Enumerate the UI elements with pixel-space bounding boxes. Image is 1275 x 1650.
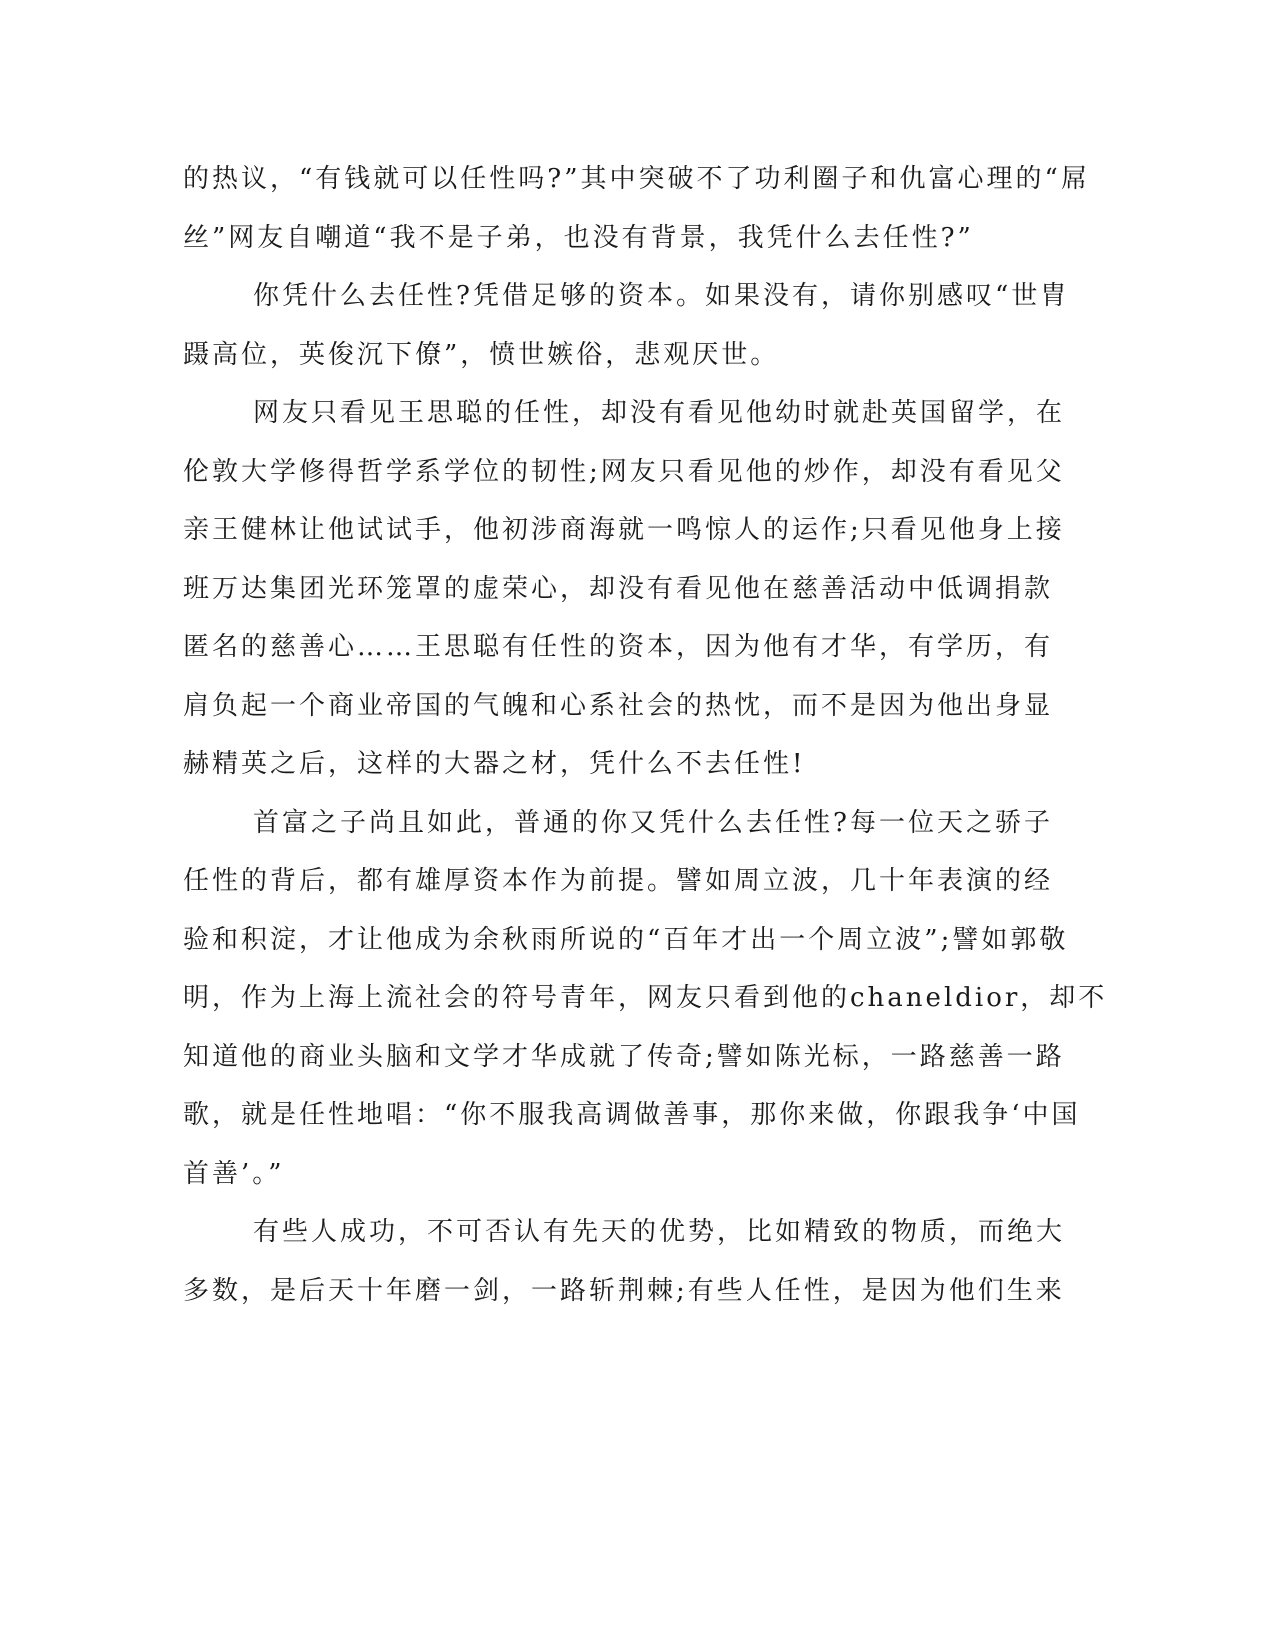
paragraph-start-line: 你凭什么去任性?凭借足够的资本。如果没有，请你别感叹“世胄	[253, 281, 1070, 311]
text-line: 伦敦大学修得哲学系学位的韧性;网友只看见他的炒作，却没有看见父	[183, 456, 1065, 487]
paragraph-start-line: 首富之子尚且如此，普通的你又凭什么去任性?每一位天之骄子	[253, 807, 1053, 838]
text-line: 班万达集团光环笼罩的虚荣心，却没有看见他在慈善活动中低调捐款	[183, 573, 1054, 604]
paragraph-start-line: 有些人成功，不可否认有先天的优势，比如精致的物质，而绝大	[253, 1217, 1066, 1247]
text-line: 首善’。”	[183, 1158, 285, 1189]
text-line: 蹑高位，英俊沉下僚”，愤世嫉俗，悲观厌世。	[183, 339, 780, 370]
text-line: 明，作为上海上流社会的符号青年，网友只看到他的chaneldior，却不	[183, 983, 1108, 1013]
paragraph-start-line: 网友只看见王思聪的任性，却没有看见他幼时就赴英国留学，在	[253, 398, 1066, 428]
text-line: 知道他的商业头脑和文学才华成就了传奇;譬如陈光标，一路慈善一路	[183, 1041, 1065, 1072]
text-line: 丝”网友自嘲道“我不是子弟，也没有背景，我凭什么去任性?”	[183, 222, 974, 253]
text-line: 赫精英之后，这样的大器之材，凭什么不去任性!	[183, 749, 806, 779]
text-line: 验和积淀，才让他成为余秋雨所说的“百年才出一个周立波”;譬如郭敬	[183, 924, 1069, 955]
text-line: 任性的背后，都有雄厚资本作为前提。譬如周立波，几十年表演的经	[183, 866, 1054, 896]
text-line: 肩负起一个商业帝国的气魄和心系社会的热忱，而不是因为他出身显	[183, 690, 1054, 721]
text-line: 亲王健林让他试试手，他初涉商海就一鸣惊人的运作;只看见他身上接	[183, 515, 1065, 545]
text-line: 多数，是后天十年磨一剑，一路斩荆棘;有些人任性，是因为他们生来	[183, 1275, 1065, 1306]
text-line: 匿名的慈善心……王思聪有任性的资本，因为他有才华，有学历，有	[183, 632, 1054, 662]
document-body	[183, 150, 1108, 1320]
text-line: 歌，就是任性地唱：“你不服我高调做善事，那你来做，你跟我争‘中国	[183, 1100, 1081, 1130]
text-line: 的热议，“有钱就可以任性吗?”其中突破不了功利圈子和仇富心理的“屌	[183, 164, 1090, 194]
